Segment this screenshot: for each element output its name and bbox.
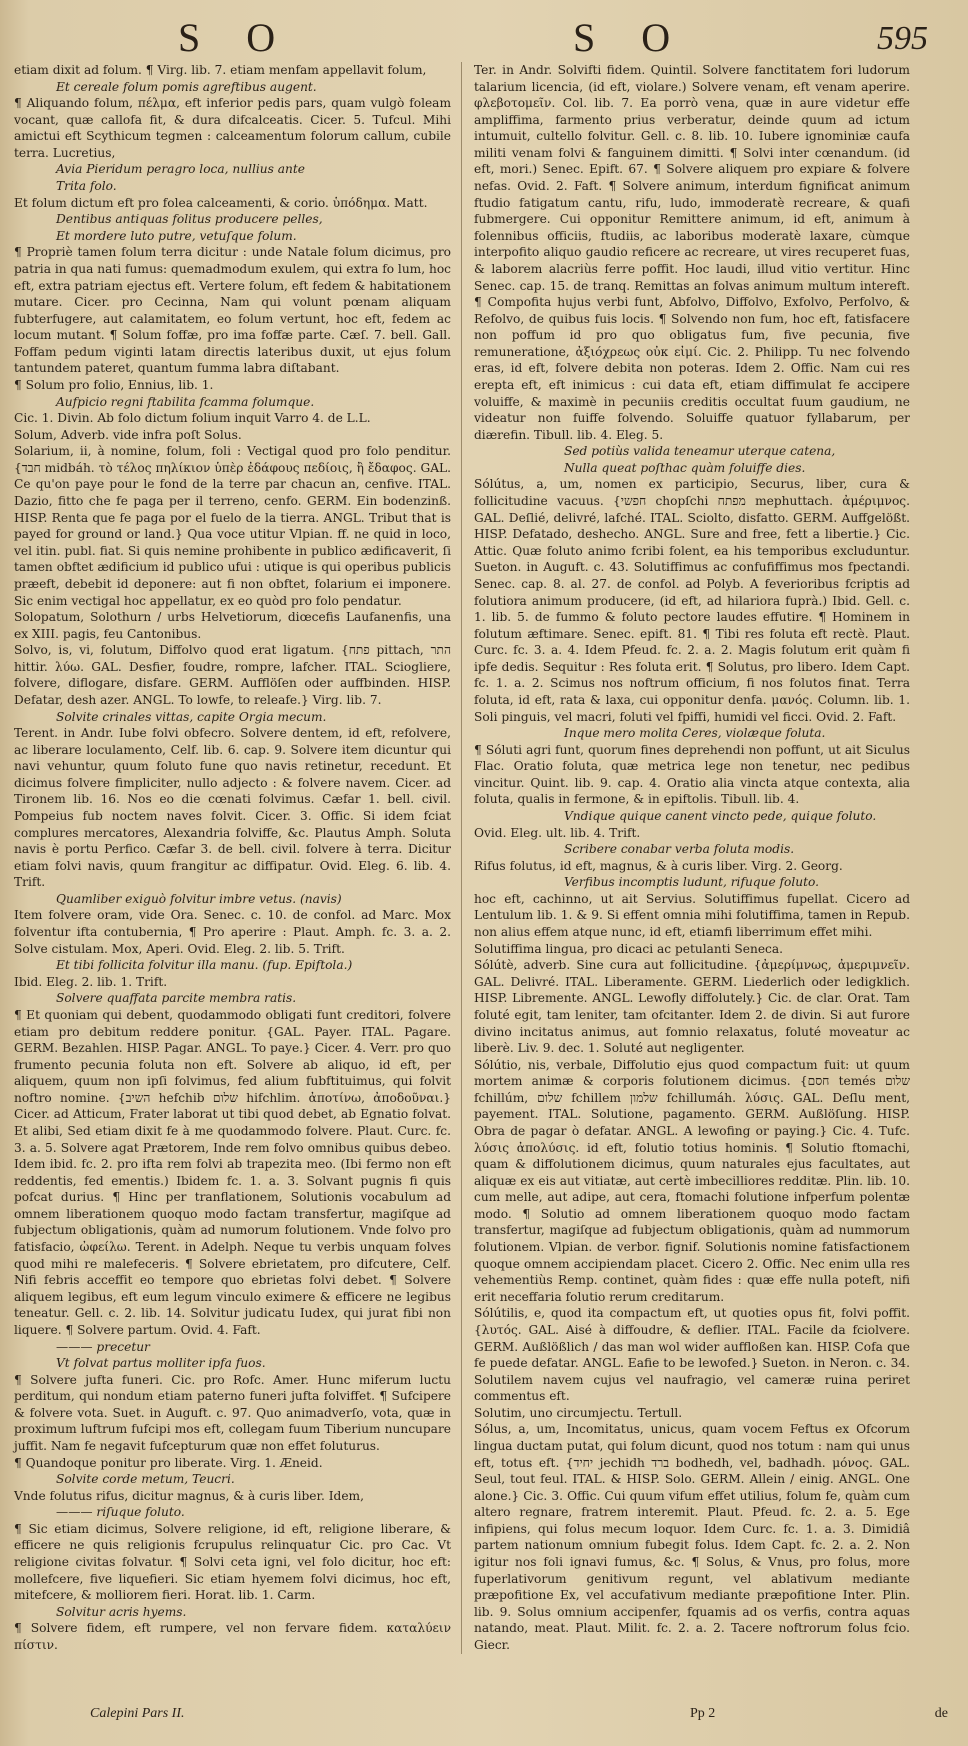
dictionary-entry: ¶ Sic etiam dicimus, Solvere religione, id eft, religione liberare, & efficere ne quis religionis fcrupulus relinquatur Cic. pro Cac. Vt religione civitas folvatur. ¶ Solvi ceta igni, vel folo dicitur, hoc eft: mollefcere, five liquefieri. Sic etiam hyemem folvi dicimus, hoc eft, mitefcere, & molliorem fieri. Horat. lib. 1. Carm. (14, 1521, 451, 1603)
dictionary-entry: Solvo, is, vi, folutum, Diffolvo quod erat ligatum. {פתח pittach, התר hittir. λύω. GAL. Desfier, foudre, rompre, lafcher. ITAL. Sciogliere, folvere, diflogare, disfare. GERM. Aufflöſen oder auffbinden. HISP. Defatar, desh azer. ANGL. To lowfe, to releafe.} Virg. lib. 7. (14, 643, 451, 707)
footer-catchword-right: de (934, 1706, 948, 1721)
dictionary-entry: ¶ Solvere jufta funeri. Cic. pro Rofc. Amer. Hunc miferum luctu perditum, qui nondum etiam paterno funeri jufta folviffet. ¶ Sufcipere & folvere vota. Suet. in Auguft. c. 97. Quo animadverſo, vota, quæ in proximum luftrum fufcipi mos eft, collegam fuum Tiberium nuncupare juffit. Nam fe negavit fufcepturum quæ non effet foluturus. (14, 1372, 451, 1453)
dictionary-entry: Cic. 1. Divin. Ab folo dictum folium inquit Varro 4. de L.L. (14, 411, 371, 426)
verse-quote: Solvitur acris hyems. (56, 1604, 187, 1619)
verse-quote: ——— precetur (56, 1339, 150, 1354)
verse-quote: Solvere quaffata parcite membra ratis. (56, 991, 297, 1006)
dictionary-entry: ¶ Quandoque ponitur pro liberate. Virg. 1. Æneid. (14, 1455, 323, 1470)
dictionary-entry: Ibid. Eleg. 2. lib. 1. Trift. (14, 974, 168, 989)
dictionary-entry: Ovid. Eleg. ult. lib. 4. Trift. (474, 825, 641, 840)
dictionary-entry: ¶ Propriè tamen folum terra dicitur : unde Natale folum dicimus, pro patria in qua nati fumus: quemadmodum exulem, qui extra fo lum, hoc eft, extra patriam ejectus eft. Vertere folum, eft fedem & habitationem mutare. Cicer. pro Cecinna, Nam qui volunt pœnam aliquam fubterfugere, aut calamitatem, eo folum vertunt, hoc eft, fedem ac locum mutant. ¶ Solum foffæ, pro ima foffæ parte. Cæſ. 7. bell. Gall. Foffam pedum viginti latam directis lateribus duxit, ut ejus folum tantundem pateret, quantum fumma labra diſtabant. (14, 245, 452, 376)
verse-quote: Solvite crinales vittas, capite Orgia mecum. (56, 709, 327, 724)
dictionary-entry: Solopatum, Solothurn / urbs Helvetiorum, diœcefis Laufanenfis, una ex XIII. pagis, feu Cantonibus. (14, 610, 451, 641)
dictionary-entry: Vnde folutus rifus, dicitur magnus, & à curis liber. Idem, (14, 1488, 364, 1503)
dictionary-entry: Sólus, a, um, Incomitatus, unicus, quam vocem Feftus ex Ofcorum lingua ductam putat, qui folum dicunt, quod nos totum : nam qui unus eft, totus eft. {יחיד jechidh ברד bodhedh, vel, badhadh. μόνος. GAL. Seul, tout feul. ITAL. & HISP. Solo. GERM. Allein / einig. ANGL. One alone.} Cic. 3. Offic. Cui quum vifum effet utilius, folum fe, quàm cum altero regnare, fratrem interemit. Plaut. Pfeud. fc. 2. a. 5. Ege infipiens, qui folus mecum loquor. Idem Curc. fc. 1. a. 3. Dimidiâ partem nationum omnium fubegit folus. Idem Capt. fc. 2. a. 2. Non igitur nos foli ignavi fumus, &c. ¶ Solus, & Vnus, pro folus, more fuperlativorum genitivum regunt, vel ablativum mediante præpofitione Ex, vel accufativum mediante præpofitione Inter. Plin. lib. 9. Solus omnium accipenfer, fquamis ad os verfis, contra aquas natando, meat. Plaut. Milit. fc. 2. a. 2. Tacere noftrorum folus fcio. Giecr. (474, 1422, 910, 1652)
verse-quote: Trita folo. (56, 179, 117, 194)
running-head-right: S O (573, 15, 689, 60)
verse-quote: Quamliber exiguò folvitur imbre vetus. (navis) (56, 891, 342, 906)
footer-catchword-left: Calepini Pars II. (90, 1706, 185, 1721)
dictionary-entry: Solarium, ii, à nomine, folum, foli : Vectigal quod pro folo penditur. {חבד midbáh. τὸ τέλος πηλίκιον ὑπὲρ ἐδάφους πεδίοις, ἢ ἔδαφος. GAL. Ce qu'on paye pour le fond de la terre par chacun an, cenfive. ITAL. Dazio, fitto che fe paga per il terreno, cenfo. GERM. Ein bodenzinß. HISP. Renta que fe paga por el fuelo de la tierra. ANGL. Tribut that is payed for ground or land.} Qua voce utitur Vlpian. ff. ne quid in loco, vel itin. publ. fiat. Si quis nemine prohibente in publico ædificaverit, ſi tamen obftet ædificium id publico ufui : utique is qui operibus publicis præeft, debebit id deponere: aut fi non obftet, folarium ei imponere. Sic enim vectigal hoc appellatur, ex eo quòd pro folo pendatur. (14, 444, 451, 608)
dictionary-entry: Solum, Adverb. vide infra poſt Solus. (14, 427, 242, 442)
verse-quote: Scribere conabar verba foluta modis. (564, 842, 795, 857)
verse-quote: Nulla queat poſthac quàm foluiffe dies. (564, 460, 806, 475)
dictionary-entry: ¶ Aliquando folum, πέλμα, eft inferior pedis pars, quam vulgò foleam vocant, quæ callofa fit, & dura difcalceatis. Cicer. 5. Tufcul. Mihi amictui eft Scythicum tegmen : calceamentum folorum callum, cubile terra. Lucretius, (14, 96, 451, 160)
page-number: 595 (877, 20, 928, 57)
dictionary-entry: ¶ Solum pro folio, Ennius, lib. 1. (14, 377, 214, 392)
dictionary-entry: Et folum dictum eft pro folea calceamenti, & corio. ὑπόδημα. Matt. (14, 195, 428, 210)
footer-signature: Pp 2 (690, 1706, 716, 1721)
text-columns (8, 62, 942, 1654)
dictionary-entry: Sólútus, a, um, nomen ex participio, Securus, liber, cura & follicitudine vacuus. {חפשי chopſchi מפתח mephuttach. ἀμέριμνος. GAL. Deſlié, delivré, lafché. ITAL. Sciolto, disfatto. GERM. Auffgelößt. HISP. Defatado, deshecho. ANGL. Sure and free, fett a libertie.} Cic. Attic. Quæ foluto animo fcribi folent, ea his temporibus excluduntur. Sueton. in Auguft. c. 43. Solutiffimus ac confufiffimus mos fpectandi. Senec. cap. 8. al. 27. de confol. ad Polyb. A feverioribus fcriptis ad folutiora animum producere, (id eft, ad hilariora fuprà.) Ibid. Gell. c. 1. lib. 5. de fummo & foluto pectore laudes effutire. ¶ Hominem in folutum æftimare. Senec. epift. 81. ¶ Tibi res foluta eft rectè. Plaut. Curc. fc. 3. a. 4. Idem Pfeud. fc. 2. a. 2. Magis folutum erit quàm fi ipfe dedis. Sequitur : Res foluta erit. ¶ Solutus, pro libero. Idem Capt. fc. 1. a. 2. Scimus nos noftrum officium, fi nos folutos finat. Terra foluta, id eft, rata & laxa, cui opponitur denfa. μανός. Column. lib. 1. Soli pinguis, vel macri, foluti vel fpiffi, humidi vel ficci. Ovid. 2. Faft. (474, 477, 910, 724)
dictionary-entry: ¶ Sóluti agri funt, quorum fines deprehendi non poffunt, ut ait Siculus Flac. Oratio foluta, quæ metrica lege non tenetur, nec pedibus vincitur. Quint. lib. 9. cap. 4. Oratio alia vincta atque contexta, alia foluta, qualis in fermone, & in epiftolis. Tibull. lib. 4. (474, 742, 910, 807)
running-head (8, 14, 942, 62)
verse-quote: Vt folvat partus molliter ipfa fuos. (56, 1356, 266, 1371)
verse-quote: Et cereale folum pomis agreftibus augent. (56, 79, 317, 94)
dictionary-entry: Sólútilis, e, quod ita compactum eft, ut quoties opus fit, folvi poffit. {λυτός. GAL. Aisé à diffoudre, & deflier. ITAL. Facile da fciolvere. GERM. Außlößlich / das man wol wider auffloßen kan. HISP. Cofa que fe puede defatar. ANGL. Eafie to be lewofed.} Sueton. in Neron. c. 34. Solutilem navem cujus vel naufragio, vel cameræ ruina periret commentus eft. (474, 1306, 910, 1404)
dictionary-entry: Ter. in Andr. Solvifti fidem. Quintil. Solvere fanctitatem fori ludorum talarium licencia, (id eft, violare.) Solvere venam, eft venam aperire. φλεβοτομεῖν. Col. lib. 7. Ea porrò vena, quæ in aure videtur effe ampliffima, farmento prius verberatur, deinde quum ad ictum intumuit, cultello folvitur. Gell. c. 8. lib. 10. Iubere ignominiæ caufa militi venam folvi & fanguinem dimitti. ¶ Solvi inter cœnandum. (id eft, mori.) Senec. Epift. 67. ¶ Solvere aliquem pro expiare & folvere nefas. Ovid. 2. Faft. ¶ Solvere animum, interdum fignificat animum ftudio fatigatum cantu, rifu, ludo, immoderatè recreare, & quafi fubmergere. Cui opponitur Remittere animum, id eft, animum à folennibus officiis, ftudiis, ac laboribus moderatè laxare, cùmque interpofito aliquo gaudio reficere ac recreare, ut vires recuperet fuas, & laborem alacriùs ferre poffit. Hoc laudi, illud vitio vertitur. Hinc Senec. cap. 15. de tranq. Remittas an folvas animum multum intereft. ¶ Compofita hujus verbi funt, Abfolvo, Diffolvo, Exfolvo, Perfolvo, & Refolvo, de quibus fuis locis. ¶ Solvendo non fum, hoc eft, fatisfacere non poffum id pro quo obligatus fum, five pecunia, five remuneratione, ἀξιόχρεως οὐκ εἰμί. Cic. 2. Philipp. Tu nec folvendo eras, id eft, folvere debita non poteras. Idem 2. Offic. Nam cui res erepta eft, eft inimicus : cui data eft, etiam diffimulat fe accipere voluiffe, & maximè in pecuniis creditis occultat fuum gaudium, ne videatur non fuiffe folvendo. Soluiffe quatuor fyllabarum, per diærefin. Tibull. lib. 4. Eleg. 5. (474, 63, 910, 442)
verse-quote: Aufpicio regni ftabilita fcamma folumque. (56, 394, 315, 409)
page-footer (0, 1706, 968, 1728)
dictionary-entry: Sólútio, nis, verbale, Diffolutio ejus quod compactum fuit: ut quum mortem animæ & corporis folutionem dicimus. {חסם temés שלום fchillúm, שלום fchillem שלמון fchillumáh. λύσις. GAL. Deſlu ment, payement. ITAL. Solutione, pagamento. GERM. Außlöſung. HISP. Obra de pagar ò defatar. ANGL. A lewofing or paying.} Cic. 4. Tufc. λύσις ἀπολύσις. id eft, folutio totius hominis. ¶ Solutio ftomachi, quam & diffolutionem dicimus, quum naturales ejus facultates, aut aliquæ ex eis aut vitiatæ, aut certè imbecilliores redditæ. Plin. lib. 10. cum melle, aut adipe, aut cera, ftomachi folutione infperfum polentæ modo. ¶ Solutio ad omnem liberationem quoquo modo factam transfertur, magiſque ad fubjectum obligationis, quàm ad nummorum folutionem. Vlpian. de verbor. fignif. Solutionis nomine fatisfactionem quoque omnem accipiendam placet. Cicero 2. Offic. Nec enim ulla res vehementiùs Remp. continet, quàm fides : quæ effe nulla poteft, nifi erit neceffaria folutio rerum creditarum. (474, 1057, 911, 1304)
verse-quote: Solvite corde metum, Teucri. (56, 1472, 235, 1487)
running-head-left: S O (178, 15, 294, 60)
dictionary-entry: Item folvere oram, vide Ora. Senec. c. 10. de confol. ad Marc. Mox folventur ifta contubernia, ¶ Pro aperire : Plaut. Amph. fc. 3. a. 2. Solve cistulam. Mox, Aperi. Ovid. Eleg. 2. lib. 5. Trift. (14, 908, 451, 956)
verse-quote: Verfibus incomptis ludunt, rifuque foluto. (564, 875, 820, 890)
verse-quote: Dentibus antiquas folitus producere pelles, (56, 212, 323, 227)
verse-quote: Et tibi follicita folvitur illa manu. (fup. Epiftola.) (56, 958, 353, 973)
dictionary-entry: etiam dixit ad folum. ¶ Virg. lib. 7. etiam menfam appellavit folum, (14, 63, 427, 77)
dictionary-entry: Terent. in Andr. Iube folvi obfecro. Solvere dentem, id eft, refolvere, ac liberare loculamento, Celf. lib. 6. cap. 9. Solvere item dicuntur qui navi vehuntur, quum foluto fune quo navis retinetur, recedunt. Et dicimus folvere fimpliciter, nullo adjecto : & folvere navem. Cicer. ad Tironem lib. 16. Nos eo die cœnati folvimus. Cæfar 1. bell. civil. Pompeius fub noctem naves folvit. Cicer. 3. Offic. Si idem fciat complures mercatores, Alexandria folviffe, &c. Plautus Amph. Soluta navis è portu Perfico. Cæfar 3. de bell. civil. folvere à terra. Dicitur etiam folvi navis, quum frangitur ac diffipatur. Ovid. Eleg. 6. lib. 4. Trift. (14, 726, 451, 890)
verse-quote: Sed potiùs valida teneamur uterque catena, (564, 444, 836, 459)
dictionary-entry: ¶ Et quoniam qui debent, quodammodo obligati funt creditori, folvere etiam pro debitum reddere ponitur. {GAL. Payer. ITAL. Pagare. GERM. Bezahlen. HISP. Pagar. ANGL. To paye.} Cicer. 4. Verr. pro quo frumento pecunia foluta non eft. Solvere ab aliquo, id eft, per aliquem, quum non ipſi folvimus, fed alium fubftituimus, qui folvit noftro nomine. {השיב hefchib שלום hifchlim. ἀποτίνω, ἀποδοῦναι.} Cicer. ad Atticum, Frater laborat ut tibi quod debet, ab Egnatio folvat. Et alibi, Sed etiam dixit fe à me quodammodo folvere. Plaut. Curc. fc. 3. a. 5. Solvere agat Prætorem, Inde rem folvo omnibus quibus debeo. Idem ibid. fc. 2. pro ifta rem folvi ab trapezita meo. (Ibi fermo non eft reddentis, fed ementis.) Ibidem fc. 1. a. 3. Solvant pugnis fi quis pofcat durius. ¶ Hinc per tranflationem, Solutionis vocabulum ad omnem liberationem quoquo modo factam transfertur, magiſque ad fubjectum obligationis, quàm ad numorum folutionem. Vnde folvo pro fatisfacio, ὠφείλω. Terent. in Adelph. Neque tu verbis unquam folves quod mihi re malefeceris. ¶ Solvere ebrietatem, pro difcutere, Celf. Nifi febris acceffit eo tempore quo ebrietas folvi debet. ¶ Solvere aliquem legibus, eft eum legum vinculo eximere & efficere ne legibus teneatur. Gell. c. 2. lib. 14. Solvitur judicatu Iudex, qui jurat fibi non liquere. ¶ Solvere partum. Ovid. 4. Faft. (14, 1007, 451, 1337)
verse-quote: Vndique quique canent vincto pede, quique foluto. (564, 809, 877, 824)
dictionary-entry: Rifus folutus, id eft, magnus, & à curis liber. Virg. 2. Georg. (474, 858, 843, 873)
verse-quote: Inque mero molita Ceres, violæque foluta. (564, 726, 826, 741)
dictionary-entry: Solutim, uno circumjectu. Tertull. (474, 1405, 683, 1420)
left-column (8, 62, 462, 1654)
verse-quote: ——— riſuque foluto. (56, 1505, 185, 1520)
right-column (462, 62, 916, 1654)
dictionary-entry: ¶ Solvere fidem, eft rumpere, vel non fervare fidem. καταλύειν πίστιν. (14, 1621, 451, 1652)
verse-quote: Et mordere luto putre, vetuſque folum. (56, 228, 297, 243)
dictionary-entry: hoc eft, cachinno, ut ait Servius. Solutiffimus fupellat. Cicero ad Lentulum lib. 1. & 9. Si effent omnia mihi folutiffima, tamen in Repub. non alius effem atque nunc, id eft, etiamfi liberrimum effet mihi. (474, 891, 910, 940)
verse-quote: Avia Pieridum peragro loca, nullius ante (56, 162, 305, 177)
dictionary-entry: Sólútè, adverb. Sine cura aut follicitudine. {ἀμερίμνως, ἀμεριμνεῖν. GAL. Delivré. ITAL. Liberamente. GERM. Liederlich oder ledigklich. HISP. Libremente. ANGL. Lewofly diffolutely.} Cic. de clar. Orat. Tam foluté egit, tam leniter, tam ofcitanter. Idem 2. de divin. Si aut furore divino incitatus animus, aut fomnio relaxatus, foluté moveatur ac liberè. Liv. 9. dec. 1. Soluté aut negligenter. (474, 958, 910, 1056)
dictionary-entry: Solutiffima lingua, pro dicaci ac petulanti Seneca. (474, 941, 784, 956)
